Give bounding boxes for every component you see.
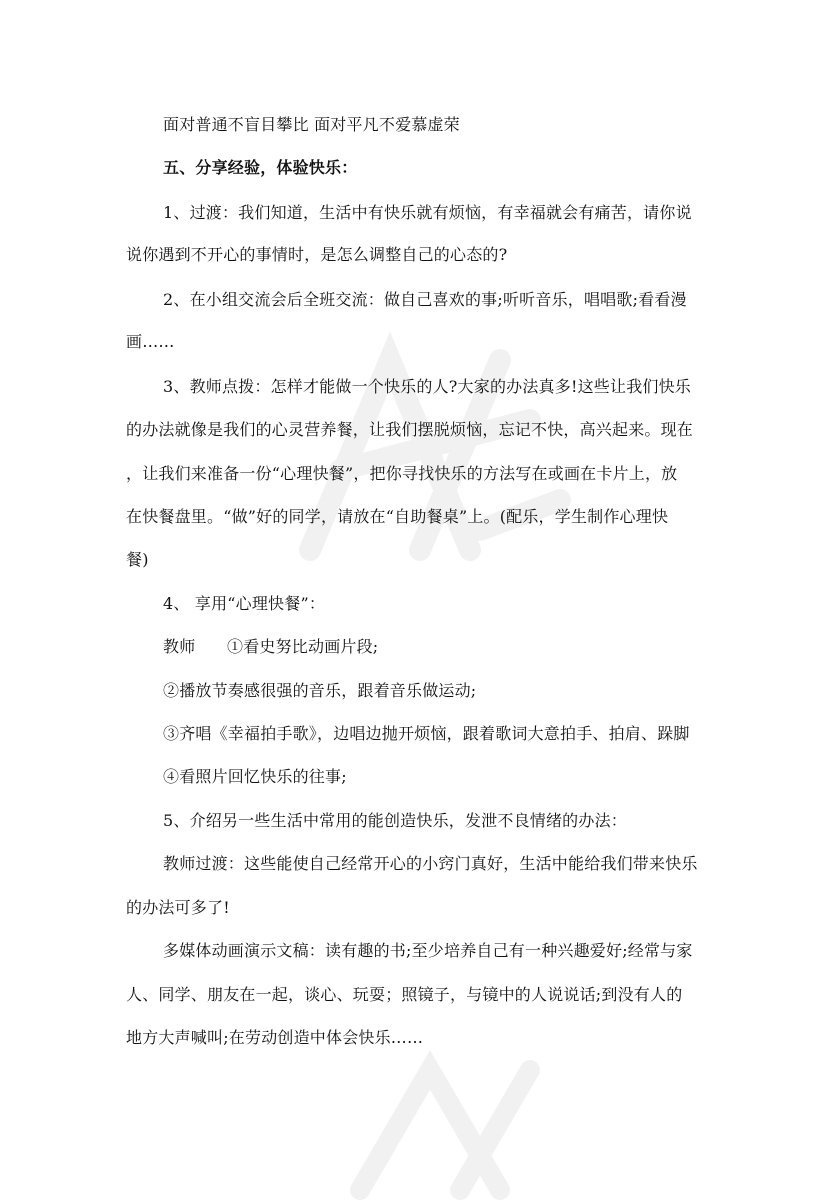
paragraph-line: 的办法可多了! (126, 898, 230, 917)
teacher-label: 教师 (163, 637, 196, 656)
paragraph-line: 教师过渡：这些能使自己经常开心的小窍门真好，生活中能给我们带来快乐 (163, 854, 698, 873)
paragraph-line: 2、在小组交流会后全班交流：做自己喜欢的事;听听音乐，唱唱歌;看看漫 (163, 290, 687, 309)
paragraph-line: 的办法就像是我们的心灵营养餐，让我们摆脱烦恼，忘记不快，高兴起来。现在 (126, 420, 694, 439)
paragraph-line: 5、介绍另一些生活中常用的能创造快乐，发泄不良情绪的办法： (163, 811, 627, 830)
list-item: ③齐唱《幸福拍手歌》，边唱边抛开烦恼，跟着歌词大意拍手、拍肩、跺脚 (163, 724, 690, 743)
paragraph-line: 地方大声喊叫;在劳动创造中体会快乐…… (126, 1028, 424, 1047)
text-line: 面对普通不盲目攀比 面对平凡不爱慕虚荣 (163, 115, 460, 134)
paragraph-line: ，让我们来准备一份“心理快餐”，把你寻找快乐的方法写在或画在卡片上，放 (126, 464, 678, 483)
paragraph-line: 人、同学、朋友在一起，谈心、玩耍；照镜子，与镜中的人说说话;到没有人的 (126, 985, 683, 1004)
paragraph-line: 画…… (126, 332, 175, 351)
paragraph-line: 4、 享用“心理快餐”： (163, 594, 326, 613)
paragraph-line: 餐) (126, 550, 149, 569)
section-heading: 五、分享经验，体验快乐： (163, 158, 358, 177)
list-item: ②播放节奏感很强的音乐，跟着音乐做运动; (163, 681, 477, 700)
paragraph-line: 1、过渡：我们知道，生活中有快乐就有烦恼，有幸福就会有痛苦，请你说 (163, 203, 692, 222)
paragraph-line: 说你遇到不开心的事情时，是怎么调整自己的心态的? (126, 245, 508, 264)
list-item: ④看照片回忆快乐的往事; (163, 767, 347, 786)
paragraph-line: 在快餐盘里。“做”好的同学，请放在“自助餐桌”上。(配乐，学生制作心理快 (126, 507, 669, 526)
list-item: ①看史努比动画片段; (227, 637, 379, 656)
paragraph-line: 3、教师点拨：怎样才能做一个快乐的人?大家的办法真多!这些让我们快乐 (163, 377, 691, 396)
paragraph-line: 多媒体动画演示文稿：读有趣的书;至少培养自己有一种兴趣爱好;经常与家 (163, 941, 693, 960)
